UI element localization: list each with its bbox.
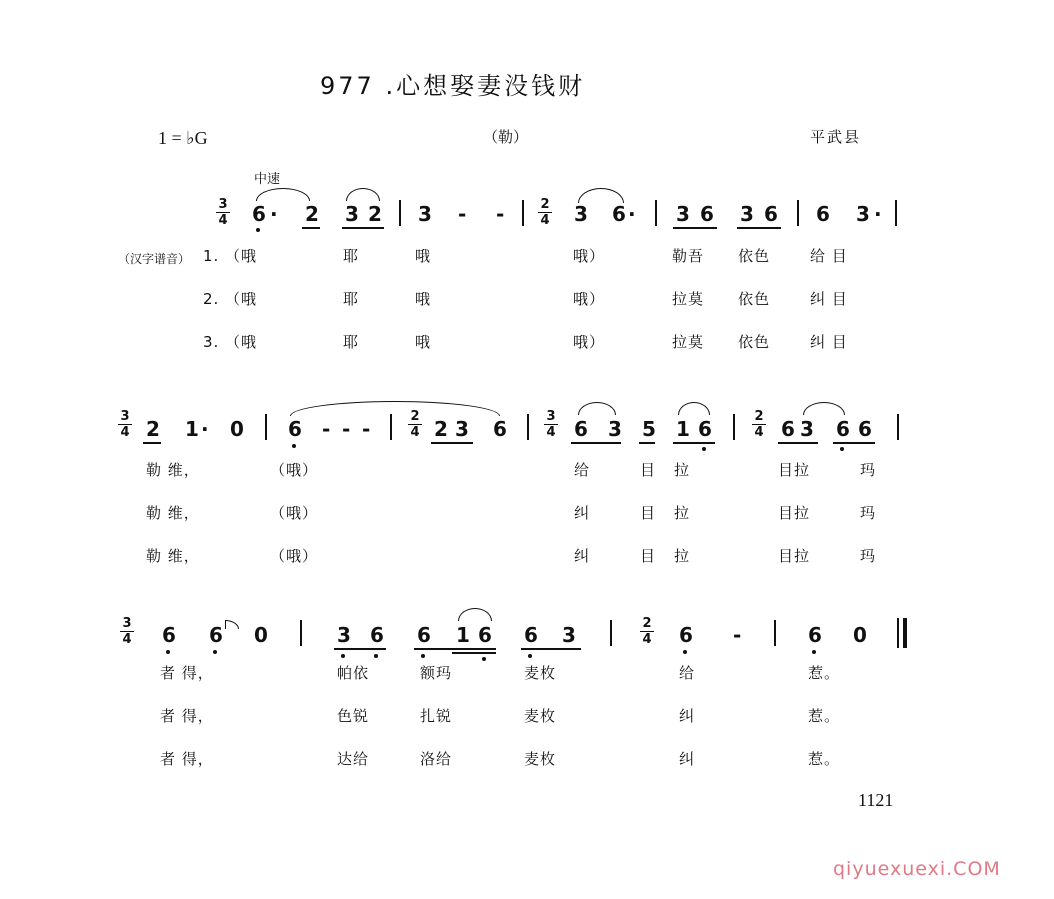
lower-octave-dot	[683, 650, 687, 654]
lower-octave-dot	[166, 650, 170, 654]
beam	[431, 442, 473, 444]
note: 6	[288, 417, 302, 441]
note-dot: ·	[874, 202, 882, 226]
note: 6	[764, 202, 778, 226]
time-signature: 3 4	[118, 410, 132, 439]
time-signature: 2 4	[640, 617, 654, 646]
lyric: 玛	[860, 547, 877, 565]
lyric: 目	[640, 504, 657, 522]
lyric: 帕依	[337, 664, 370, 682]
end-barline-thick	[903, 618, 907, 648]
beam	[571, 442, 621, 444]
note: 6	[162, 623, 176, 647]
lyric: （哦	[225, 247, 258, 265]
barline	[610, 620, 612, 646]
lyric: 拉	[674, 461, 691, 479]
barline	[522, 200, 524, 226]
lyric: （哦）	[270, 461, 319, 479]
lyric: 依色	[738, 333, 771, 351]
lyric: 玛	[860, 504, 877, 522]
verse-number: 3.	[203, 333, 220, 351]
barline	[733, 414, 735, 440]
note: 6	[836, 417, 850, 441]
barline	[527, 414, 529, 440]
slur	[256, 188, 310, 201]
lyric: 纠 目	[810, 290, 848, 308]
slur	[803, 402, 845, 415]
lyric: 麦枚	[524, 707, 557, 725]
lyric: 惹。	[808, 750, 841, 768]
beam	[778, 442, 818, 444]
lyric: 哦	[415, 333, 432, 351]
time-signature: 2 4	[752, 410, 766, 439]
lyric: 者 得，	[160, 750, 214, 768]
watermark: qiyuexuexi.COM	[833, 858, 1001, 880]
note: 6	[698, 417, 712, 441]
lyric: 勒 维，	[146, 547, 200, 565]
note-dash: -	[733, 623, 742, 647]
lower-octave-dot	[374, 654, 378, 658]
note: 3	[574, 202, 588, 226]
beam	[334, 648, 386, 650]
lyric-kind-label: （汉字谱音）	[118, 252, 191, 266]
beam	[673, 227, 717, 229]
lyric: 惹。	[808, 664, 841, 682]
note-dot: ·	[628, 202, 636, 226]
origin-county: 平武县	[810, 128, 862, 146]
note-dash: -	[322, 417, 331, 441]
time-signature: 3 4	[216, 198, 230, 227]
barline	[300, 620, 302, 646]
note: 3	[337, 623, 351, 647]
lyric: 目	[640, 461, 657, 479]
lyric: 麦枚	[524, 664, 557, 682]
lyric: 纠	[679, 707, 696, 725]
barline	[655, 200, 657, 226]
note: 6	[417, 623, 431, 647]
lyric: 给	[679, 664, 696, 682]
beam	[521, 648, 581, 650]
lyric: 耶	[343, 247, 360, 265]
note: 3	[800, 417, 814, 441]
slur	[578, 402, 616, 415]
lyric: 给 目	[810, 247, 848, 265]
lyric: 目	[640, 547, 657, 565]
beam	[737, 227, 781, 229]
lyric: 纠 目	[810, 333, 848, 351]
beam	[833, 442, 875, 444]
lyric: 耶	[343, 290, 360, 308]
time-signature: 2 4	[538, 198, 552, 227]
lyric: 目拉	[778, 547, 811, 565]
note: 1	[456, 623, 470, 647]
time-signature: 2 4	[408, 410, 422, 439]
lyric: 麦枚	[524, 750, 557, 768]
lyric: 达给	[337, 750, 370, 768]
note: 6	[612, 202, 626, 226]
note: 6	[679, 623, 693, 647]
lyric: 目拉	[778, 461, 811, 479]
lyric: 额玛	[420, 664, 453, 682]
lyric: 哦）	[573, 290, 606, 308]
note-dash: -	[496, 202, 505, 226]
note-dash: -	[342, 417, 351, 441]
lower-octave-dot	[702, 447, 706, 451]
note: 6	[209, 623, 223, 647]
barline	[265, 414, 267, 440]
note: 6	[808, 623, 822, 647]
page-number: 1121	[858, 790, 894, 810]
lyric: （哦）	[270, 547, 319, 565]
lyric: （哦	[225, 290, 258, 308]
note: 6	[700, 202, 714, 226]
lower-octave-dot	[840, 447, 844, 451]
lower-octave-dot	[482, 657, 486, 661]
note: 6	[478, 623, 492, 647]
lyric: 依色	[738, 247, 771, 265]
lyric: 依色	[738, 290, 771, 308]
lyric: 哦	[415, 290, 432, 308]
lower-octave-dot	[213, 650, 217, 654]
lyric: 给	[574, 461, 591, 479]
note: 6	[370, 623, 384, 647]
note-dash: -	[362, 417, 371, 441]
barline	[895, 200, 897, 226]
end-barline-thin	[897, 618, 899, 648]
lyric: 洛给	[420, 750, 453, 768]
lyric: 耶	[343, 333, 360, 351]
note: 0	[254, 623, 268, 647]
lyric: 勒吾	[672, 247, 705, 265]
slur	[458, 608, 492, 621]
beam	[414, 648, 496, 650]
note: 0	[230, 417, 244, 441]
note: 3	[418, 202, 432, 226]
lower-octave-dot	[812, 650, 816, 654]
lower-octave-dot	[256, 228, 260, 232]
lyric: 色锐	[337, 707, 370, 725]
slur	[578, 188, 624, 203]
barline	[897, 414, 899, 440]
lyric: 哦）	[573, 333, 606, 351]
beam	[639, 442, 655, 444]
lyric: 者 得，	[160, 664, 214, 682]
verse-number: 1.	[203, 247, 220, 265]
barline	[390, 414, 392, 440]
note: 2	[305, 202, 319, 226]
beam	[143, 442, 161, 444]
lyric: 拉莫	[672, 333, 705, 351]
note: 6	[574, 417, 588, 441]
note: 5	[642, 417, 656, 441]
lyric: 目拉	[778, 504, 811, 522]
lyric: 玛	[860, 461, 877, 479]
lyric: 拉	[674, 547, 691, 565]
slur	[678, 402, 710, 415]
lyric: 纠	[574, 547, 591, 565]
note: 1	[185, 417, 199, 441]
beam	[302, 227, 320, 229]
beam	[673, 442, 715, 444]
note: 3	[345, 202, 359, 226]
verse-number: 2.	[203, 290, 220, 308]
note: 3	[455, 417, 469, 441]
lyric: 惹。	[808, 707, 841, 725]
lower-octave-dot	[341, 654, 345, 658]
lyric: 哦）	[573, 247, 606, 265]
note: 6	[816, 202, 830, 226]
note-dot: ·	[270, 202, 278, 226]
lyric: 勒 维，	[146, 504, 200, 522]
barline	[399, 200, 401, 226]
lyric: （哦	[225, 333, 258, 351]
note: 2	[146, 417, 160, 441]
time-signature: 3 4	[544, 410, 558, 439]
note: 2	[368, 202, 382, 226]
note: 6	[493, 417, 507, 441]
beam	[452, 652, 496, 654]
barline	[774, 620, 776, 646]
breath-mark	[225, 620, 239, 629]
lyric: 勒 维，	[146, 461, 200, 479]
note-dot: ·	[201, 417, 209, 441]
lyric: （哦）	[270, 504, 319, 522]
slur	[290, 401, 500, 416]
note: 3	[856, 202, 870, 226]
lyric: 哦	[415, 247, 432, 265]
note: 6	[252, 202, 266, 226]
song-type: （勒）	[483, 128, 529, 146]
note-dash: -	[458, 202, 467, 226]
barline	[797, 200, 799, 226]
song-title: 977 .心想娶妻没钱财	[320, 72, 586, 100]
note: 1	[676, 417, 690, 441]
lyric: 扎锐	[420, 707, 453, 725]
slur	[346, 188, 380, 201]
lyric: 者 得，	[160, 707, 214, 725]
note: 3	[562, 623, 576, 647]
beam	[342, 227, 384, 229]
lyric: 纠	[679, 750, 696, 768]
tempo-marking: 中速	[254, 172, 281, 187]
note: 3	[740, 202, 754, 226]
note: 6	[524, 623, 538, 647]
note: 3	[676, 202, 690, 226]
lyric: 拉	[674, 504, 691, 522]
lower-octave-dot	[528, 654, 532, 658]
note: 6	[781, 417, 795, 441]
key-signature: 1 = ♭G	[158, 128, 208, 148]
note: 6	[858, 417, 872, 441]
note: 2	[434, 417, 448, 441]
note: 3	[608, 417, 622, 441]
lower-octave-dot	[292, 444, 296, 448]
lower-octave-dot	[421, 654, 425, 658]
lyric: 拉莫	[672, 290, 705, 308]
note: 0	[853, 623, 867, 647]
lyric: 纠	[574, 504, 591, 522]
time-signature: 3 4	[120, 617, 134, 646]
